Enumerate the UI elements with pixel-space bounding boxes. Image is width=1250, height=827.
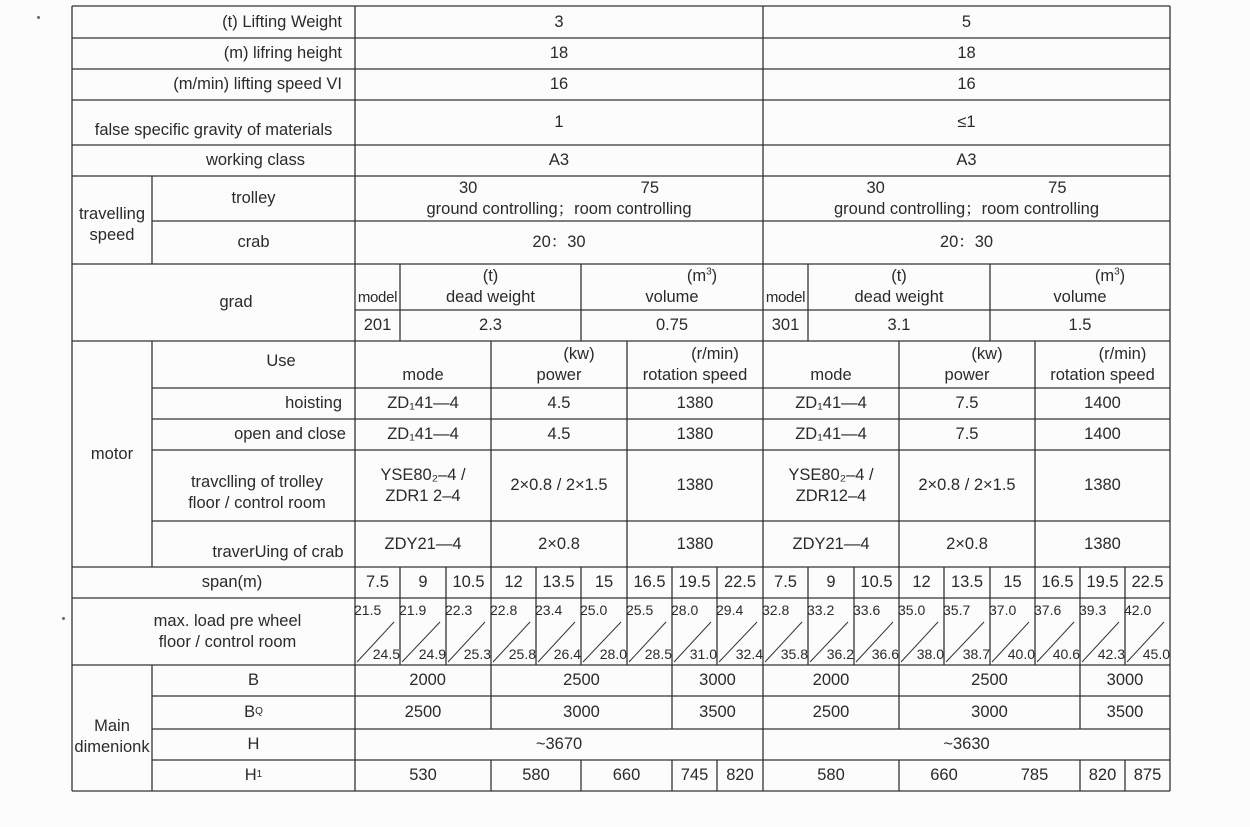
wheel-load-room: 26.4 (553, 646, 581, 662)
open-close-power-5t: 7.5 (955, 425, 979, 444)
dim-H1-3t-d: 745 (680, 766, 709, 785)
travelling-trolley-label1: travclling of trolley (190, 473, 324, 492)
gravity-5t: ≤1 (957, 113, 976, 132)
grad-volume-3t: 0.75 (655, 316, 689, 335)
wheel-load-floor: 21.9 (399, 602, 427, 618)
crab-speed-5t: 20：30 (939, 233, 994, 252)
wheel-load-room: 38.7 (962, 646, 990, 662)
grad-t-unit-5t: (t) (891, 267, 907, 286)
grad-volume-5t: 1.5 (1068, 316, 1092, 335)
dim-H-3t: ~3670 (535, 735, 583, 754)
dim-B-5t-b: 2500 (971, 671, 1008, 690)
wheel-load-room: 24.9 (418, 646, 446, 662)
dim-B-3t-c: 3000 (699, 671, 736, 690)
dim-H1-3t-c: 660 (612, 766, 641, 785)
grad-model-3t: 201 (363, 316, 392, 335)
trolley-speed-3t-room: 75 (640, 178, 659, 197)
label-trolley: trolley (231, 189, 276, 208)
travelling-trolley-mode-5t-a: YSE80₂–4 / (788, 465, 874, 484)
travelling-trolley-power-5t: 2×0.8 / 2×1.5 (918, 476, 1016, 495)
wheel-load-floor: 25.5 (626, 602, 654, 618)
traversing-crab-rotation-5t: 1380 (1084, 534, 1121, 553)
trolley-speed-5t-ground: 30 (866, 178, 885, 197)
trolley-control-mode-3t: ground controlling；room controlling (426, 199, 692, 218)
label-gravity: false specific gravity of materials (94, 121, 333, 140)
label-crab: crab (237, 233, 270, 252)
span-value: 12 (504, 573, 523, 592)
label-travelling-speed (72, 176, 152, 264)
grad-dead-weight-header-5t (808, 264, 990, 310)
grad-dead-label-3t: dead weight (446, 288, 535, 306)
span-value: 7.5 (366, 573, 389, 592)
travelling-trolley-power-3t: 2×0.8 / 2×1.5 (510, 476, 608, 495)
traversing-crab-mode-5t: ZDY21—4 (792, 534, 870, 553)
wheel-load-floor: 35.0 (898, 602, 926, 618)
lifting-speed-5t: 16 (957, 75, 976, 94)
travelling-trolley-mode-3t-a: YSE80₂–4 / (380, 465, 466, 484)
dim-H1-3t-a: 530 (409, 766, 437, 785)
dim-BQ-5t-b: 3000 (971, 703, 1008, 722)
span-value: 13.5 (950, 573, 984, 592)
wheel-load-room: 28.5 (644, 646, 672, 662)
grad-volume-label-5t: volume (1053, 288, 1107, 306)
label-main-dimension (72, 711, 152, 763)
grad-model-header-3t: model (357, 288, 398, 306)
span-value: 9 (826, 573, 836, 592)
grad-dead-label-5t: dead weight (854, 288, 944, 306)
label-dim-BQ: B Q (244, 703, 263, 722)
grad-weight-3t: 2.3 (479, 316, 502, 335)
main-dimension-label1: Main (94, 717, 130, 736)
label-dim-H: H (247, 735, 260, 754)
grad-dead-weight-header-3t (400, 264, 581, 310)
span-value: 15 (1003, 573, 1022, 592)
wheel-load-floor: 37.0 (989, 602, 1017, 618)
grad-volume-header-5t (990, 264, 1170, 310)
label-lifting-speed: (m/min) lifting speed VI (173, 75, 342, 94)
trolley-speed-3t (355, 176, 763, 221)
wheel-load-floor: 23.4 (535, 602, 563, 618)
dim-BQ-3t-b: 3000 (563, 703, 600, 722)
traversing-crab-power-3t: 2×0.8 (538, 534, 580, 553)
gravity-3t: 1 (554, 113, 564, 132)
travelling-label-b: speed (89, 226, 135, 244)
wheel-load-floor: 35.7 (943, 602, 971, 618)
span-value: 13.5 (542, 573, 575, 592)
motor-rotation-label-3t: rotation speed (642, 365, 748, 384)
dim-H1-5t-e: 875 (1133, 766, 1162, 785)
dim-BQ-3t-c: 3500 (699, 703, 736, 722)
open-close-power-3t: 4.5 (547, 425, 571, 444)
label-working-class: working class (205, 151, 305, 170)
dim-BQ-3t-a: 2500 (404, 703, 442, 722)
label-span: span(m) (201, 573, 263, 592)
wheel-load-room: 42.3 (1097, 646, 1125, 662)
wheel-load-floor: 22.3 (445, 602, 473, 618)
hoisting-mode-3t: ZD₁41—4 (387, 394, 459, 413)
span-value: 9 (418, 573, 428, 592)
grad-model-5t: 301 (771, 316, 800, 335)
label-lifting-height: (m) lifring height (223, 44, 342, 63)
label-hoisting: hoisting (285, 394, 342, 413)
travelling-label-a: travelling (78, 205, 146, 224)
wheel-load-room: 25.3 (463, 646, 491, 662)
wheel-load-room: 40.0 (1007, 646, 1035, 662)
main-dimension-label2: dimenionk (74, 738, 150, 756)
grad-volume-header-3t (581, 264, 763, 310)
dim-B-5t-c: 3000 (1106, 671, 1144, 690)
dim-H1-5t-c: 785 (1020, 766, 1049, 785)
traversing-crab-rotation-3t: 1380 (676, 534, 714, 553)
trolley-control-mode-5t: ground controlling；room controlling (833, 199, 1100, 218)
wheel-load-floor: 22.8 (490, 602, 518, 618)
working-class-5t: A3 (956, 151, 977, 170)
lifting-height-3t: 18 (549, 44, 569, 63)
wheel-load-room: 31.0 (689, 646, 717, 662)
hoisting-rotation-5t: 1400 (1084, 394, 1121, 413)
grad-weight-5t: 3.1 (887, 316, 911, 335)
open-close-rotation-3t: 1380 (676, 425, 714, 444)
wheel-load-floor: 33.2 (807, 602, 835, 618)
label-dim-H1: H 1 (244, 766, 263, 785)
motor-rotation-label-5t: rotation speed (1050, 365, 1155, 384)
motor-rmin-unit-3t: (r/min) (691, 344, 739, 363)
travelling-trolley-label2: floor / control room (188, 494, 326, 512)
wheel-load-floor: 42.0 (1124, 602, 1152, 618)
wheel-load-floor: 37.6 (1034, 602, 1062, 618)
open-close-mode-3t: ZD₁41—4 (387, 425, 459, 444)
lifting-weight-3t: 3 (554, 12, 564, 31)
label-dim-B: B (247, 671, 259, 690)
wheel-load-room: 36.6 (871, 646, 899, 662)
motor-rotation-header-3t (627, 341, 763, 388)
trolley-speed-5t-room: 75 (1048, 178, 1067, 197)
working-class-3t: A3 (548, 151, 570, 170)
lifting-height-5t: 18 (957, 44, 976, 63)
lifting-speed-3t: 16 (549, 75, 569, 94)
hoisting-power-5t: 7.5 (955, 394, 979, 413)
hoisting-mode-5t: ZD₁41—4 (795, 394, 867, 413)
dim-H1-5t-d: 820 (1088, 766, 1117, 785)
wheel-load-floor: 32.8 (762, 602, 790, 618)
travelling-trolley-mode-5t (763, 450, 899, 521)
grad-volume-label-3t: volume (645, 288, 699, 306)
wheel-load-floor: 25.0 (580, 602, 608, 618)
motor-mode-header-5t: mode (810, 365, 852, 384)
span-value: 12 (912, 573, 931, 592)
span-value: 16.5 (1041, 573, 1074, 592)
label-open-close: open and close (234, 425, 346, 444)
wheel-load-label2: floor / control room (158, 632, 297, 651)
label-grad: grad (219, 293, 253, 312)
grad-t-unit-3t: (t) (482, 267, 499, 286)
open-close-mode-5t: ZD₁41—4 (795, 425, 867, 444)
dim-B-3t-a: 2000 (409, 671, 446, 690)
span-value: 10.5 (860, 573, 893, 592)
wheel-load-room: 25.8 (508, 646, 536, 662)
dim-H1-5t-a: 580 (817, 766, 845, 785)
travelling-trolley-rotation-3t: 1380 (676, 476, 714, 495)
wheel-load-room: 35.8 (780, 646, 808, 662)
travelling-trolley-mode-3t (355, 450, 491, 521)
wheel-load-room: 38.0 (916, 646, 944, 662)
span-value: 19.5 (678, 573, 711, 592)
label-traversing-crab: traverUing of crab (212, 543, 344, 562)
motor-power-label-5t: power (944, 365, 990, 384)
wheel-load-floor: 21.5 (354, 602, 382, 618)
motor-mode-header-3t: mode (402, 365, 444, 384)
motor-power-header-3t (491, 341, 627, 388)
dim-BQ-5t-c: 3500 (1106, 703, 1144, 722)
wheel-load-floor: 33.6 (853, 602, 881, 618)
wheel-load-floor: 29.4 (716, 602, 744, 618)
span-value: 7.5 (774, 573, 797, 592)
grad-m3-unit-5t: $(m^3)$ (1094, 266, 1126, 286)
hoisting-rotation-3t: 1380 (676, 394, 714, 413)
motor-kw-unit-3t: (kw) (563, 344, 595, 363)
traversing-crab-power-5t: 2×0.8 (946, 534, 988, 553)
lifting-weight-5t: 5 (961, 12, 972, 31)
span-value: 22.5 (723, 573, 757, 592)
wheel-load-room: 24.5 (372, 646, 400, 662)
motor-rmin-unit-5t: (r/min) (1098, 344, 1147, 363)
wheel-load-room: 40.6 (1052, 646, 1080, 662)
span-value: 15 (594, 573, 614, 592)
dim-B-3t-b: 2500 (563, 671, 600, 690)
open-close-rotation-5t: 1400 (1084, 425, 1121, 444)
dim-BQ-5t-a: 2500 (812, 703, 850, 722)
span-value: 22.5 (1131, 573, 1164, 592)
travelling-trolley-rotation-5t: 1380 (1084, 476, 1121, 495)
wheel-load-label1: max. load pre wheel (153, 611, 302, 630)
wheel-load-floor: 39.3 (1079, 602, 1107, 618)
span-value: 19.5 (1086, 573, 1119, 592)
motor-kw-unit-5t: (kw) (971, 344, 1003, 363)
wheel-load-room: 45.0 (1142, 646, 1170, 662)
trolley-speed-3t-ground: 30 (459, 178, 478, 197)
motor-power-label-3t: power (536, 365, 582, 384)
traversing-crab-mode-3t: ZDY21—4 (384, 534, 462, 553)
grad-model-header-5t: model (765, 288, 806, 306)
dim-B-5t-a: 2000 (812, 671, 850, 690)
dim-H1-3t-b: 580 (522, 766, 550, 785)
wheel-load-room: 36.2 (826, 646, 854, 662)
motor-rotation-header-5t (1035, 341, 1170, 388)
crab-speed-3t: 20：30 (532, 233, 586, 252)
motor-power-header-5t (899, 341, 1035, 388)
wheel-load-room: 32.4 (735, 646, 763, 662)
hoisting-power-3t: 4.5 (547, 394, 571, 413)
label-lifting-weight: (t) Lifting Weight (222, 12, 342, 31)
span-value: 16.5 (633, 573, 666, 592)
grad-m3-unit-3t: $(m^3)$ (686, 266, 718, 286)
trolley-speed-5t (763, 176, 1170, 221)
dim-H1-5t-b: 660 (930, 766, 958, 785)
label-max-wheel-load (72, 598, 355, 665)
label-motor-use: Use (266, 352, 296, 371)
wheel-load-floor: 28.0 (671, 602, 699, 618)
travelling-trolley-mode-3t-b: ZDR1 2–4 (385, 486, 461, 505)
dim-H-5t: ~3630 (943, 735, 990, 754)
dim-H1-3t-e: 820 (726, 766, 754, 785)
label-travelling-trolley (152, 465, 362, 521)
wheel-load-room: 28.0 (599, 646, 627, 662)
label-motor: motor (90, 444, 134, 463)
travelling-trolley-mode-5t-b: ZDR12–4 (795, 486, 867, 505)
span-value: 10.5 (452, 573, 485, 592)
